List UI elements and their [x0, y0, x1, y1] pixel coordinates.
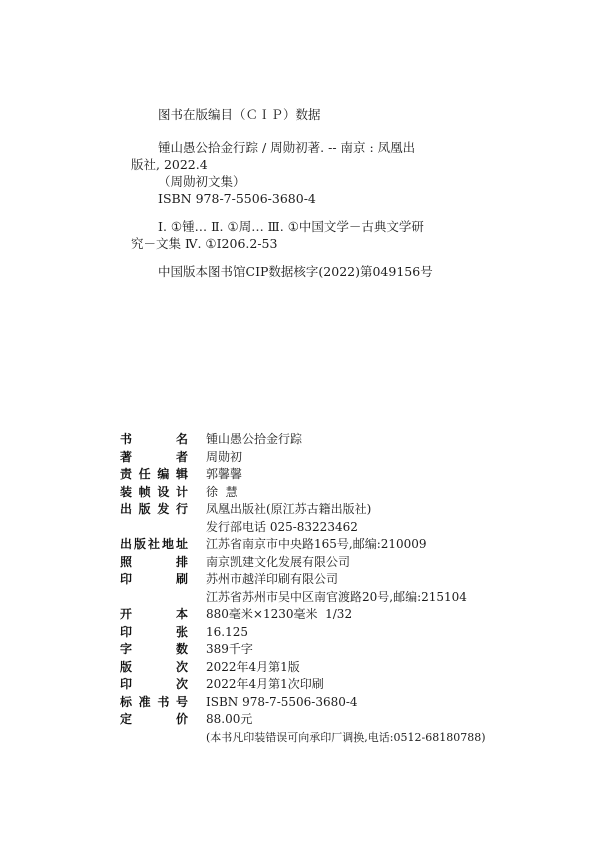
colophon-value: 2022年4月第1版 [206, 659, 300, 674]
colophon-label [120, 676, 188, 694]
label-char: 标 [120, 694, 133, 709]
colophon-label [120, 641, 188, 659]
colophon-value: 880毫米×1230毫米 1/32 [206, 607, 353, 621]
colophon-label [120, 501, 188, 519]
colophon-row-designer [120, 484, 540, 502]
colophon-table [120, 431, 540, 746]
colophon-row-editor [120, 466, 540, 484]
label-char: 排 [175, 554, 188, 569]
colophon-value: 发行部电话 025-83223462 [206, 519, 358, 534]
label-char: 责 [120, 467, 133, 481]
label-char: 次 [175, 659, 188, 674]
colophon-row-printing [120, 676, 540, 694]
cip-series: （周勋初文集） [158, 174, 246, 189]
colophon-row-address [120, 536, 540, 554]
colophon-row-printer [120, 571, 540, 589]
colophon-row-publisher-phone [120, 519, 540, 537]
colophon-value: 周勋初 [206, 449, 243, 464]
label-char: 设 [157, 484, 170, 499]
colophon-label [120, 711, 188, 729]
colophon-value: 徐 慧 [206, 484, 238, 499]
colophon-label [120, 659, 188, 677]
colophon-row-format [120, 606, 540, 624]
colophon-label [120, 694, 188, 712]
label-char: 行 [175, 502, 188, 516]
label-char: 印 [120, 624, 133, 639]
colophon-value: 凤凰出版社(原江苏古籍出版社) [206, 502, 372, 516]
colophon-row-price [120, 711, 540, 729]
colophon-row-printer-address [120, 589, 540, 607]
label-char: 址 [175, 537, 188, 551]
colophon-label [120, 571, 188, 589]
label-char: 名 [175, 432, 188, 446]
label-char: 者 [175, 449, 188, 464]
label-char: 社 [147, 537, 160, 551]
colophon-label [120, 624, 188, 642]
colophon-value: 2022年4月第1次印刷 [206, 677, 324, 691]
label-char: 印 [120, 677, 133, 691]
colophon-label [120, 554, 188, 572]
label-char: 装 [120, 484, 133, 499]
label-char: 著 [120, 449, 133, 464]
cip-heading: 图书在版编目（ＣＩＰ）数据 [158, 107, 321, 122]
label-char: 帧 [138, 484, 151, 499]
label-char: 字 [120, 642, 133, 656]
label-char: 辑 [175, 467, 188, 481]
label-char: 数 [175, 642, 188, 656]
cip-isbn: ISBN 978-7-5506-3680-4 [158, 191, 316, 206]
cip-description-line-1: 锺山愚公拾金行踪 / 周勋初著. -- 南京 : 凤凰出 [158, 140, 416, 155]
label-char: 出 [120, 502, 133, 516]
label-char: 照 [120, 554, 133, 569]
colophon-value: 郭馨馨 [206, 467, 243, 481]
label-char: 版 [138, 502, 151, 516]
colophon-row-title [120, 431, 540, 449]
colophon-row-word-count [120, 641, 540, 659]
colophon-row-typesetting [120, 554, 540, 572]
label-char: 刷 [175, 572, 188, 586]
colophon-label [120, 466, 188, 484]
label-char: 出 [120, 537, 133, 551]
colophon-value: 江苏省苏州市吴中区南官渡路20号,邮编:215104 [206, 589, 467, 604]
colophon-row-isbn [120, 694, 540, 712]
misprint-note: (本书凡印装错误可向承印厂调换,电话:0512-68180788) [206, 730, 486, 744]
label-char: 价 [175, 712, 188, 726]
label-char: 版 [120, 659, 133, 674]
colophon-row-edition [120, 659, 540, 677]
colophon-row-note [120, 729, 540, 747]
cip-subjects-line-1: Ⅰ. ①锺… Ⅱ. ①周… Ⅲ. ①中国文学－古典文学研 [158, 219, 424, 234]
label-char: 发 [157, 502, 170, 516]
colophon-value: 南京凯建文化发展有限公司 [206, 554, 351, 569]
colophon-row-publisher [120, 501, 540, 519]
label-char: 编 [157, 467, 170, 481]
colophon-value: 88.00元 [206, 712, 253, 726]
label-char: 号 [175, 694, 188, 709]
label-char: 地 [161, 537, 174, 551]
label-char: 印 [120, 572, 133, 586]
label-char: 计 [175, 484, 188, 499]
label-char: 张 [175, 624, 188, 639]
colophon-value: 江苏省南京市中央路165号,邮编:210009 [206, 537, 427, 551]
colophon-label [120, 484, 188, 502]
colophon-value: 389千字 [206, 642, 253, 656]
colophon-value: 锺山愚公拾金行踪 [206, 432, 303, 446]
label-char: 准 [138, 694, 151, 709]
cip-description-line-2: 版社, 2022.4 [131, 157, 208, 172]
label-char: 书 [157, 694, 170, 709]
colophon-row-sheets [120, 624, 540, 642]
cip-subjects-line-2: 究－文集 Ⅳ. ①I206.2-53 [131, 236, 278, 251]
colophon-value: 16.125 [206, 624, 248, 639]
label-char: 书 [120, 432, 133, 446]
label-char: 本 [175, 607, 188, 621]
colophon-label [120, 449, 188, 467]
label-char: 版 [133, 537, 146, 551]
colophon-value: ISBN 978-7-5506-3680-4 [206, 694, 358, 709]
colophon-label [120, 536, 188, 554]
cip-record-number: 中国版本图书馆CIP数据核字(2022)第049156号 [158, 264, 433, 279]
colophon-row-author [120, 449, 540, 467]
label-char: 任 [138, 467, 151, 481]
label-char: 次 [175, 677, 188, 691]
colophon-value: 苏州市越洋印刷有限公司 [206, 572, 339, 586]
label-char: 定 [120, 712, 133, 726]
label-char: 开 [120, 607, 133, 621]
colophon-label [120, 431, 188, 449]
colophon-label [120, 606, 188, 624]
